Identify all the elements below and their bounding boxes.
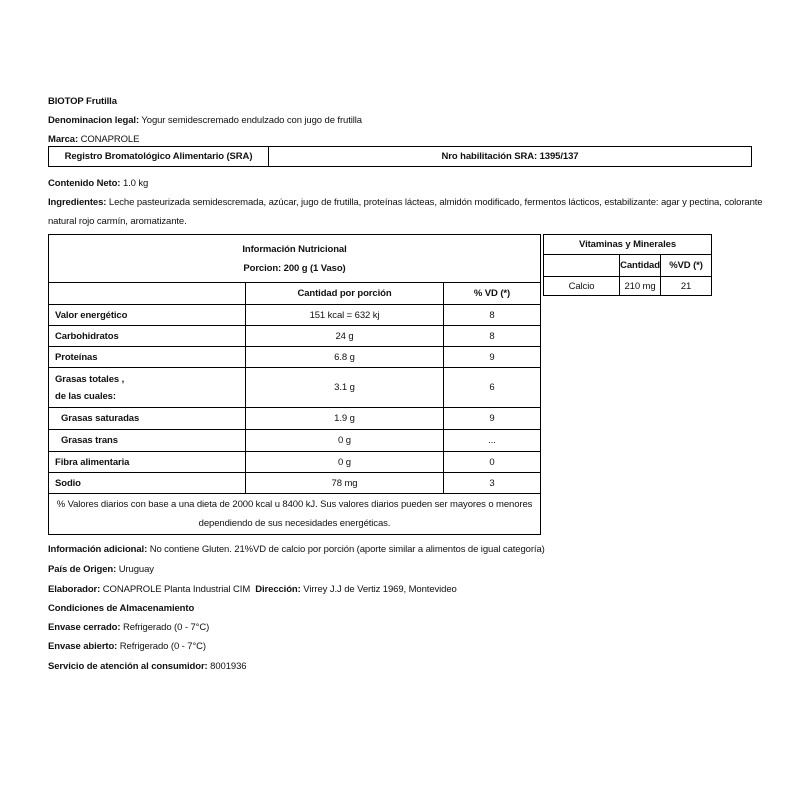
ingredientes-line-2: natural rojo carmín, aromatizante. bbox=[48, 216, 187, 227]
footnote-line-2: dependiendo de sus necesidades energéticas. bbox=[198, 518, 391, 529]
col-amount-header: Cantidad por porción bbox=[297, 288, 392, 299]
envase-abierto-line: Envase abierto: Refrigerado (0 - 7°C) bbox=[48, 641, 206, 652]
elaborador-line: Elaborador: CONAPROLE Planta Industrial CIM Dirección: Virrey J.J de Vertiz 1969, Montevideo bbox=[48, 584, 457, 595]
nutrition-table bbox=[48, 234, 541, 535]
habilitacion-label: Nro habilitación SRA: 1395/137 bbox=[441, 151, 579, 162]
servicio-line: Servicio de atención al consumidor: 8001936 bbox=[48, 661, 247, 672]
marca-line: Marca: CONAPROLE bbox=[48, 134, 140, 145]
col-vd-header: % VD (*) bbox=[473, 288, 511, 299]
nutrition-title: Información Nutricional bbox=[242, 243, 347, 255]
nutrient-row: Proteínas 6.8 g 9 bbox=[49, 347, 541, 368]
ingredientes-line: Ingredientes: Leche pasteurizada semidescremada, azúcar, jugo de frutilla, proteínas lácteas, almidón modificado, fermentos lácticos, estabilizante: agar y pectina, colorante bbox=[48, 197, 763, 208]
nutrient-row: Grasas saturadas 1.9 g 9 bbox=[49, 408, 541, 430]
vitamins-table bbox=[543, 234, 712, 296]
vit-col-amount: Cantidad bbox=[620, 260, 660, 271]
nutrient-row: Valor energético 151 kcal = 632 kj 8 bbox=[49, 305, 541, 326]
condiciones-heading: Condiciones de Almacenamiento bbox=[48, 603, 195, 614]
pais-line: País de Origen: Uruguay bbox=[48, 564, 154, 575]
vitamin-row: Calcio 210 mg 21 bbox=[544, 277, 712, 296]
nutrient-row: Fibra alimentaria 0 g 0 bbox=[49, 452, 541, 473]
vitamins-title: Vitaminas y Minerales bbox=[579, 239, 676, 250]
info-adicional-line: Información adicional: No contiene Gluten. 21%VD de calcio por porción (aporte similar a alimentos de igual categoría) bbox=[48, 544, 545, 555]
footnote-line-1: % Valores diarios con base a una dieta de 2000 kcal u 8400 kJ. Sus valores diarios pueden ser mayores o menores bbox=[56, 499, 533, 510]
contenido-line: Contenido Neto: 1.0 kg bbox=[48, 178, 149, 189]
denominacion-line: Denominacion legal: Yogur semidescremado endulzado con jugo de frutilla bbox=[48, 115, 362, 126]
vit-col-vd: %VD (*) bbox=[669, 260, 703, 271]
product-title: BIOTOP Frutilla bbox=[48, 96, 117, 107]
nutrient-row: Grasas totales , de las cuales: 3.1 g 6 bbox=[49, 368, 541, 408]
nutrient-row: Carbohidratos 24 g 8 bbox=[49, 326, 541, 347]
nutrition-portion: Porcion: 200 g (1 Vaso) bbox=[243, 262, 346, 274]
registro-table bbox=[48, 146, 752, 167]
envase-cerrado-line: Envase cerrado: Refrigerado (0 - 7°C) bbox=[48, 622, 210, 633]
nutrient-row: Sodio 78 mg 3 bbox=[49, 473, 541, 494]
nutrient-row: Grasas trans 0 g ... bbox=[49, 430, 541, 452]
registro-label: Registro Bromatológico Alimentario (SRA) bbox=[64, 151, 253, 162]
